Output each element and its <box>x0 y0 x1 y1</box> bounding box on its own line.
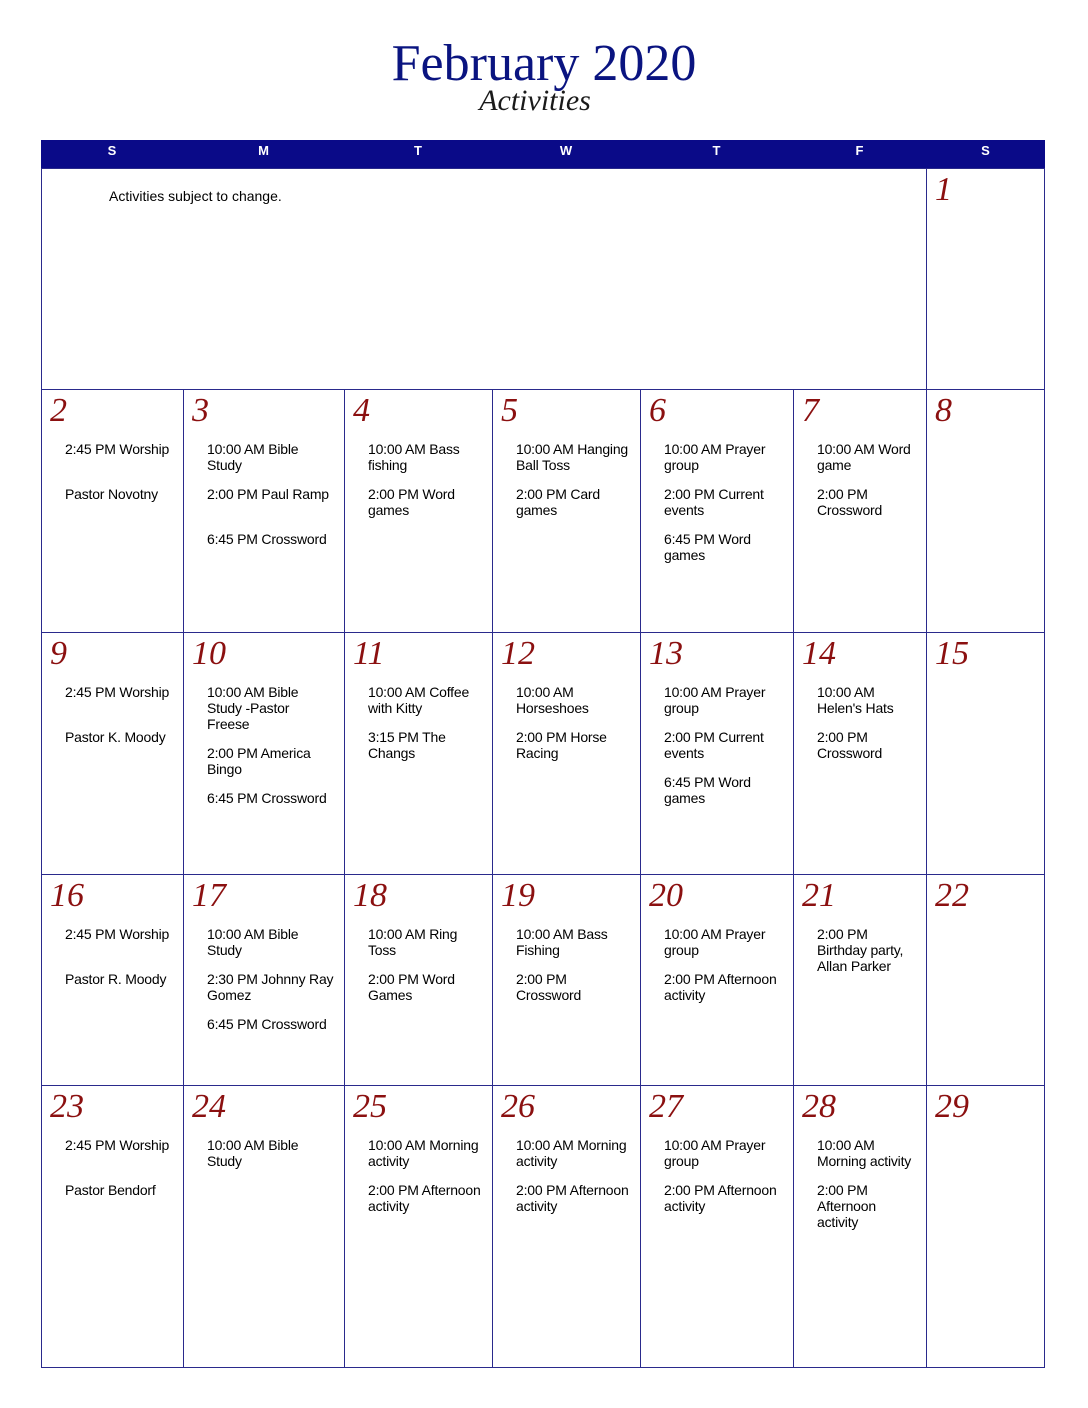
day-number: 25 <box>353 1088 387 1125</box>
event-entry: 2:00 PM Crossword <box>817 486 883 518</box>
day-cell <box>492 389 640 632</box>
day-number: 13 <box>649 635 683 672</box>
weekday-label: S <box>981 143 990 158</box>
day-number: 7 <box>802 392 819 429</box>
event-entry: 2:45 PM Worship <box>65 684 170 700</box>
event-entry: 2:00 PM Birthday party, Allan Parker <box>817 926 904 974</box>
event-entry: 10:00 AM Prayer group <box>664 441 766 473</box>
day-number: 8 <box>935 392 952 429</box>
page-title: February 2020 <box>391 35 697 92</box>
day-number: 24 <box>192 1088 226 1125</box>
day-number: 16 <box>50 877 84 914</box>
day-number: 23 <box>50 1088 84 1125</box>
day-cell <box>344 874 492 1085</box>
day-cell <box>793 632 926 874</box>
event-entry: 10:00 AM Horseshoes <box>516 684 589 716</box>
schedule-note: Activities subject to change. <box>109 188 282 204</box>
weekday-label: T <box>414 143 422 158</box>
day-cell <box>640 1085 793 1368</box>
event-entry: 10:00 AM Morning activity <box>368 1137 479 1169</box>
day-number: 22 <box>935 877 969 914</box>
event-entry: 10:00 AM Coffee with Kitty <box>368 684 470 716</box>
day-number: 28 <box>802 1088 836 1125</box>
day-cell <box>183 632 344 874</box>
day-cell <box>793 874 926 1085</box>
day-cell <box>492 632 640 874</box>
event-entry: 2:00 PM Afternoon activity <box>664 1182 777 1214</box>
event-entry: 2:00 PM Horse Racing <box>516 729 607 761</box>
day-number: 19 <box>501 877 535 914</box>
event-entry: 6:45 PM Word games <box>664 531 751 563</box>
day-number: 18 <box>353 877 387 914</box>
event-entry: 6:45 PM Crossword <box>207 531 327 547</box>
event-entry: Pastor Novotny <box>65 486 158 502</box>
event-entry: 10:00 AM Morning activity <box>817 1137 912 1169</box>
event-entry: 10:00 AM Prayer group <box>664 1137 766 1169</box>
day-number: 9 <box>50 635 67 672</box>
event-entry: 2:00 PM Crossword <box>516 971 582 1003</box>
day-cell <box>183 1085 344 1368</box>
day-number: 15 <box>935 635 969 672</box>
day-cell <box>41 874 183 1085</box>
day-number: 4 <box>353 392 370 429</box>
event-entry: Pastor K. Moody <box>65 729 166 745</box>
event-entry: 2:00 PM America Bingo <box>207 745 311 777</box>
event-entry: 10:00 AM Prayer group <box>664 926 766 958</box>
day-number: 12 <box>501 635 535 672</box>
event-entry: 2:00 PM Word games <box>368 486 455 518</box>
day-cell <box>793 389 926 632</box>
event-entry: 6:45 PM Crossword <box>207 790 327 806</box>
day-number: 21 <box>802 877 836 914</box>
day-cell <box>793 1085 926 1368</box>
day-number: 29 <box>935 1088 969 1125</box>
event-entry: 10:00 AM Helen's Hats <box>817 684 894 716</box>
day-cell <box>492 874 640 1085</box>
day-number: 26 <box>501 1088 535 1125</box>
day-number: 3 <box>192 392 209 429</box>
event-entry: 10:00 AM Bible Study <box>207 441 299 473</box>
event-entry: 2:00 PM Paul Ramp <box>207 486 329 502</box>
event-entry: Pastor R. Moody <box>65 971 167 987</box>
event-entry: 10:00 AM Bass Fishing <box>516 926 608 958</box>
day-number: 2 <box>50 392 67 429</box>
event-entry: 2:00 PM Crossword <box>817 729 883 761</box>
day-cell <box>41 1085 183 1368</box>
day-number: 1 <box>935 171 952 208</box>
event-entry: 3:15 PM The Changs <box>368 729 446 761</box>
event-entry: 10:00 AM Bass fishing <box>368 441 460 473</box>
weekday-label: W <box>559 143 573 158</box>
day-number: 6 <box>649 392 666 429</box>
event-entry: 2:00 PM Afternoon activity <box>664 971 777 1003</box>
day-cell <box>926 874 1045 1085</box>
event-entry: 10:00 AM Prayer group <box>664 684 766 716</box>
day-cell <box>41 389 183 632</box>
day-cell <box>183 389 344 632</box>
day-number: 14 <box>802 635 836 672</box>
day-cell <box>344 1085 492 1368</box>
day-cell <box>640 874 793 1085</box>
event-entry: 10:00 AM Hanging Ball Toss <box>516 441 628 473</box>
event-entry: 2:45 PM Worship <box>65 926 170 942</box>
event-entry: 2:30 PM Johnny Ray Gomez <box>207 971 334 1003</box>
day-cell <box>344 632 492 874</box>
weekday-label: T <box>712 143 721 158</box>
day-cell <box>183 874 344 1085</box>
event-entry: 10:00 AM Word game <box>817 441 911 473</box>
event-entry: 10:00 AM Bible Study -Pastor Freese <box>207 684 299 732</box>
day-cell <box>926 389 1045 632</box>
weekday-label: S <box>107 143 117 158</box>
event-entry: 2:00 PM Word Games <box>368 971 455 1003</box>
day-cell <box>926 1085 1045 1368</box>
event-entry: 2:00 PM Afternoon activity <box>817 1182 876 1230</box>
weekday-label: M <box>258 143 269 158</box>
event-entry: 2:45 PM Worship <box>65 1137 170 1153</box>
event-entry: 2:45 PM Worship <box>65 441 170 457</box>
calendar-grid <box>41 140 1045 1368</box>
day-cell <box>926 168 1045 389</box>
day-number: 27 <box>649 1088 683 1125</box>
day-cell <box>344 389 492 632</box>
event-entry: 2:00 PM Card games <box>516 486 600 518</box>
day-number: 10 <box>192 635 226 672</box>
weekday-label: F <box>855 143 864 158</box>
event-entry: 6:45 PM Word games <box>664 774 751 806</box>
page-subtitle: Activities <box>479 84 591 117</box>
event-entry: Pastor Bendorf <box>65 1182 156 1198</box>
event-entry: 2:00 PM Current events <box>664 729 764 761</box>
day-number: 20 <box>649 877 683 914</box>
event-entry: 10:00 AM Bible Study <box>207 1137 299 1169</box>
day-cell <box>640 389 793 632</box>
event-entry: 6:45 PM Crossword <box>207 1016 327 1032</box>
event-entry: 10:00 AM Ring Toss <box>368 926 458 958</box>
day-cell <box>926 632 1045 874</box>
day-cell <box>41 632 183 874</box>
event-entry: 10:00 AM Morning activity <box>516 1137 627 1169</box>
day-cell <box>640 632 793 874</box>
event-entry: 2:00 PM Afternoon activity <box>368 1182 481 1214</box>
event-entry: 2:00 PM Afternoon activity <box>516 1182 629 1214</box>
day-number: 5 <box>501 392 518 429</box>
day-number: 17 <box>192 877 226 914</box>
event-entry: 10:00 AM Bible Study <box>207 926 299 958</box>
event-entry: 2:00 PM Current events <box>664 486 764 518</box>
day-number: 11 <box>353 635 385 672</box>
day-cell <box>492 1085 640 1368</box>
